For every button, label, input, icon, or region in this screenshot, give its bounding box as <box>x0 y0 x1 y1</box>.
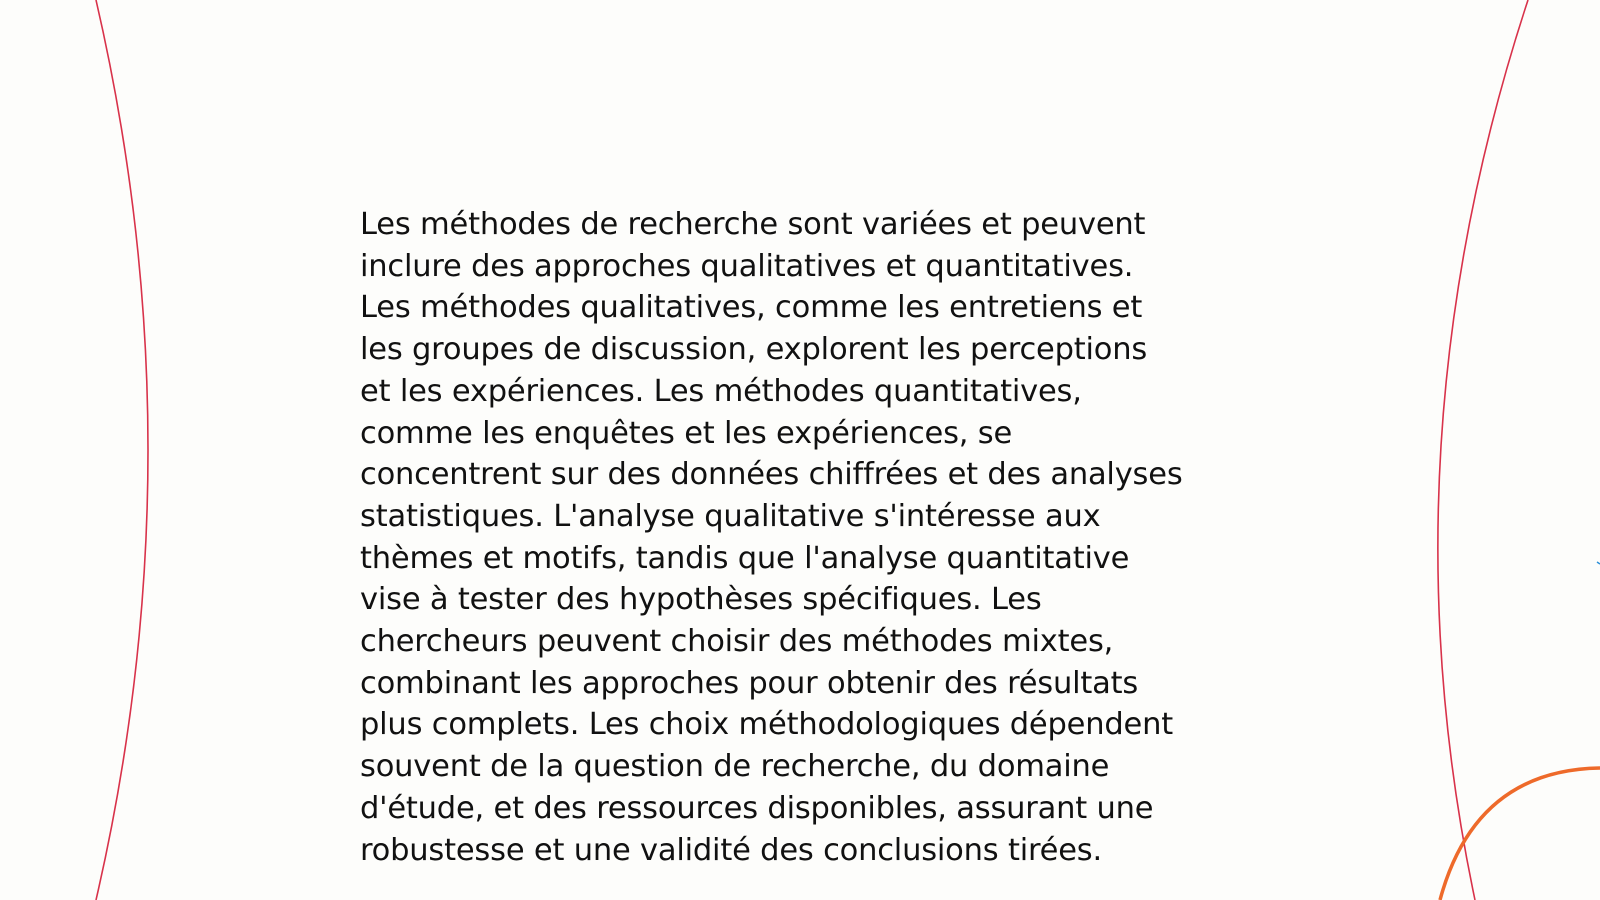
paragraph-line: Les méthodes qualitatives, comme les entretiens et <box>360 290 1143 326</box>
right-arc-decoration <box>1438 0 1528 900</box>
paragraph-line: et les expériences. Les méthodes quantitatives, <box>360 373 1082 409</box>
body-paragraph <box>360 204 1260 871</box>
paragraph-line: robustesse et une validité des conclusions tirées. <box>360 832 1102 868</box>
paragraph-line: souvent de la question de recherche, du domaine <box>360 749 1110 785</box>
left-arc-decoration <box>96 0 148 900</box>
paragraph-line: thèmes et motifs, tandis que l'analyse quantitative <box>360 540 1130 576</box>
paragraph-line: inclure des approches qualitatives et quantitatives. <box>360 248 1134 284</box>
paragraph-line: concentrent sur des données chiffrées et des analyses <box>360 457 1183 493</box>
paragraph-line: comme les enquêtes et les expériences, se <box>360 415 1013 451</box>
paragraph-line: plus complets. Les choix méthodologiques dépendent <box>360 707 1173 743</box>
paragraph-line: chercheurs peuvent choisir des méthodes mixtes, <box>360 624 1114 660</box>
paragraph-line: Les méthodes de recherche sont variées et peuvent <box>360 207 1146 242</box>
paragraph-line: les groupes de discussion, explorent les perceptions <box>360 332 1148 368</box>
paragraph-line: vise à tester des hypothèses spécifiques. Les <box>360 582 1042 618</box>
paragraph-line: combinant les approches pour obtenir des résultats <box>360 665 1139 701</box>
paragraph-line: d'étude, et des ressources disponibles, assurant une <box>360 790 1154 826</box>
orange-circle-decoration <box>1440 768 1600 900</box>
paragraph-line: statistiques. L'analyse qualitative s'intéresse aux <box>360 498 1101 534</box>
